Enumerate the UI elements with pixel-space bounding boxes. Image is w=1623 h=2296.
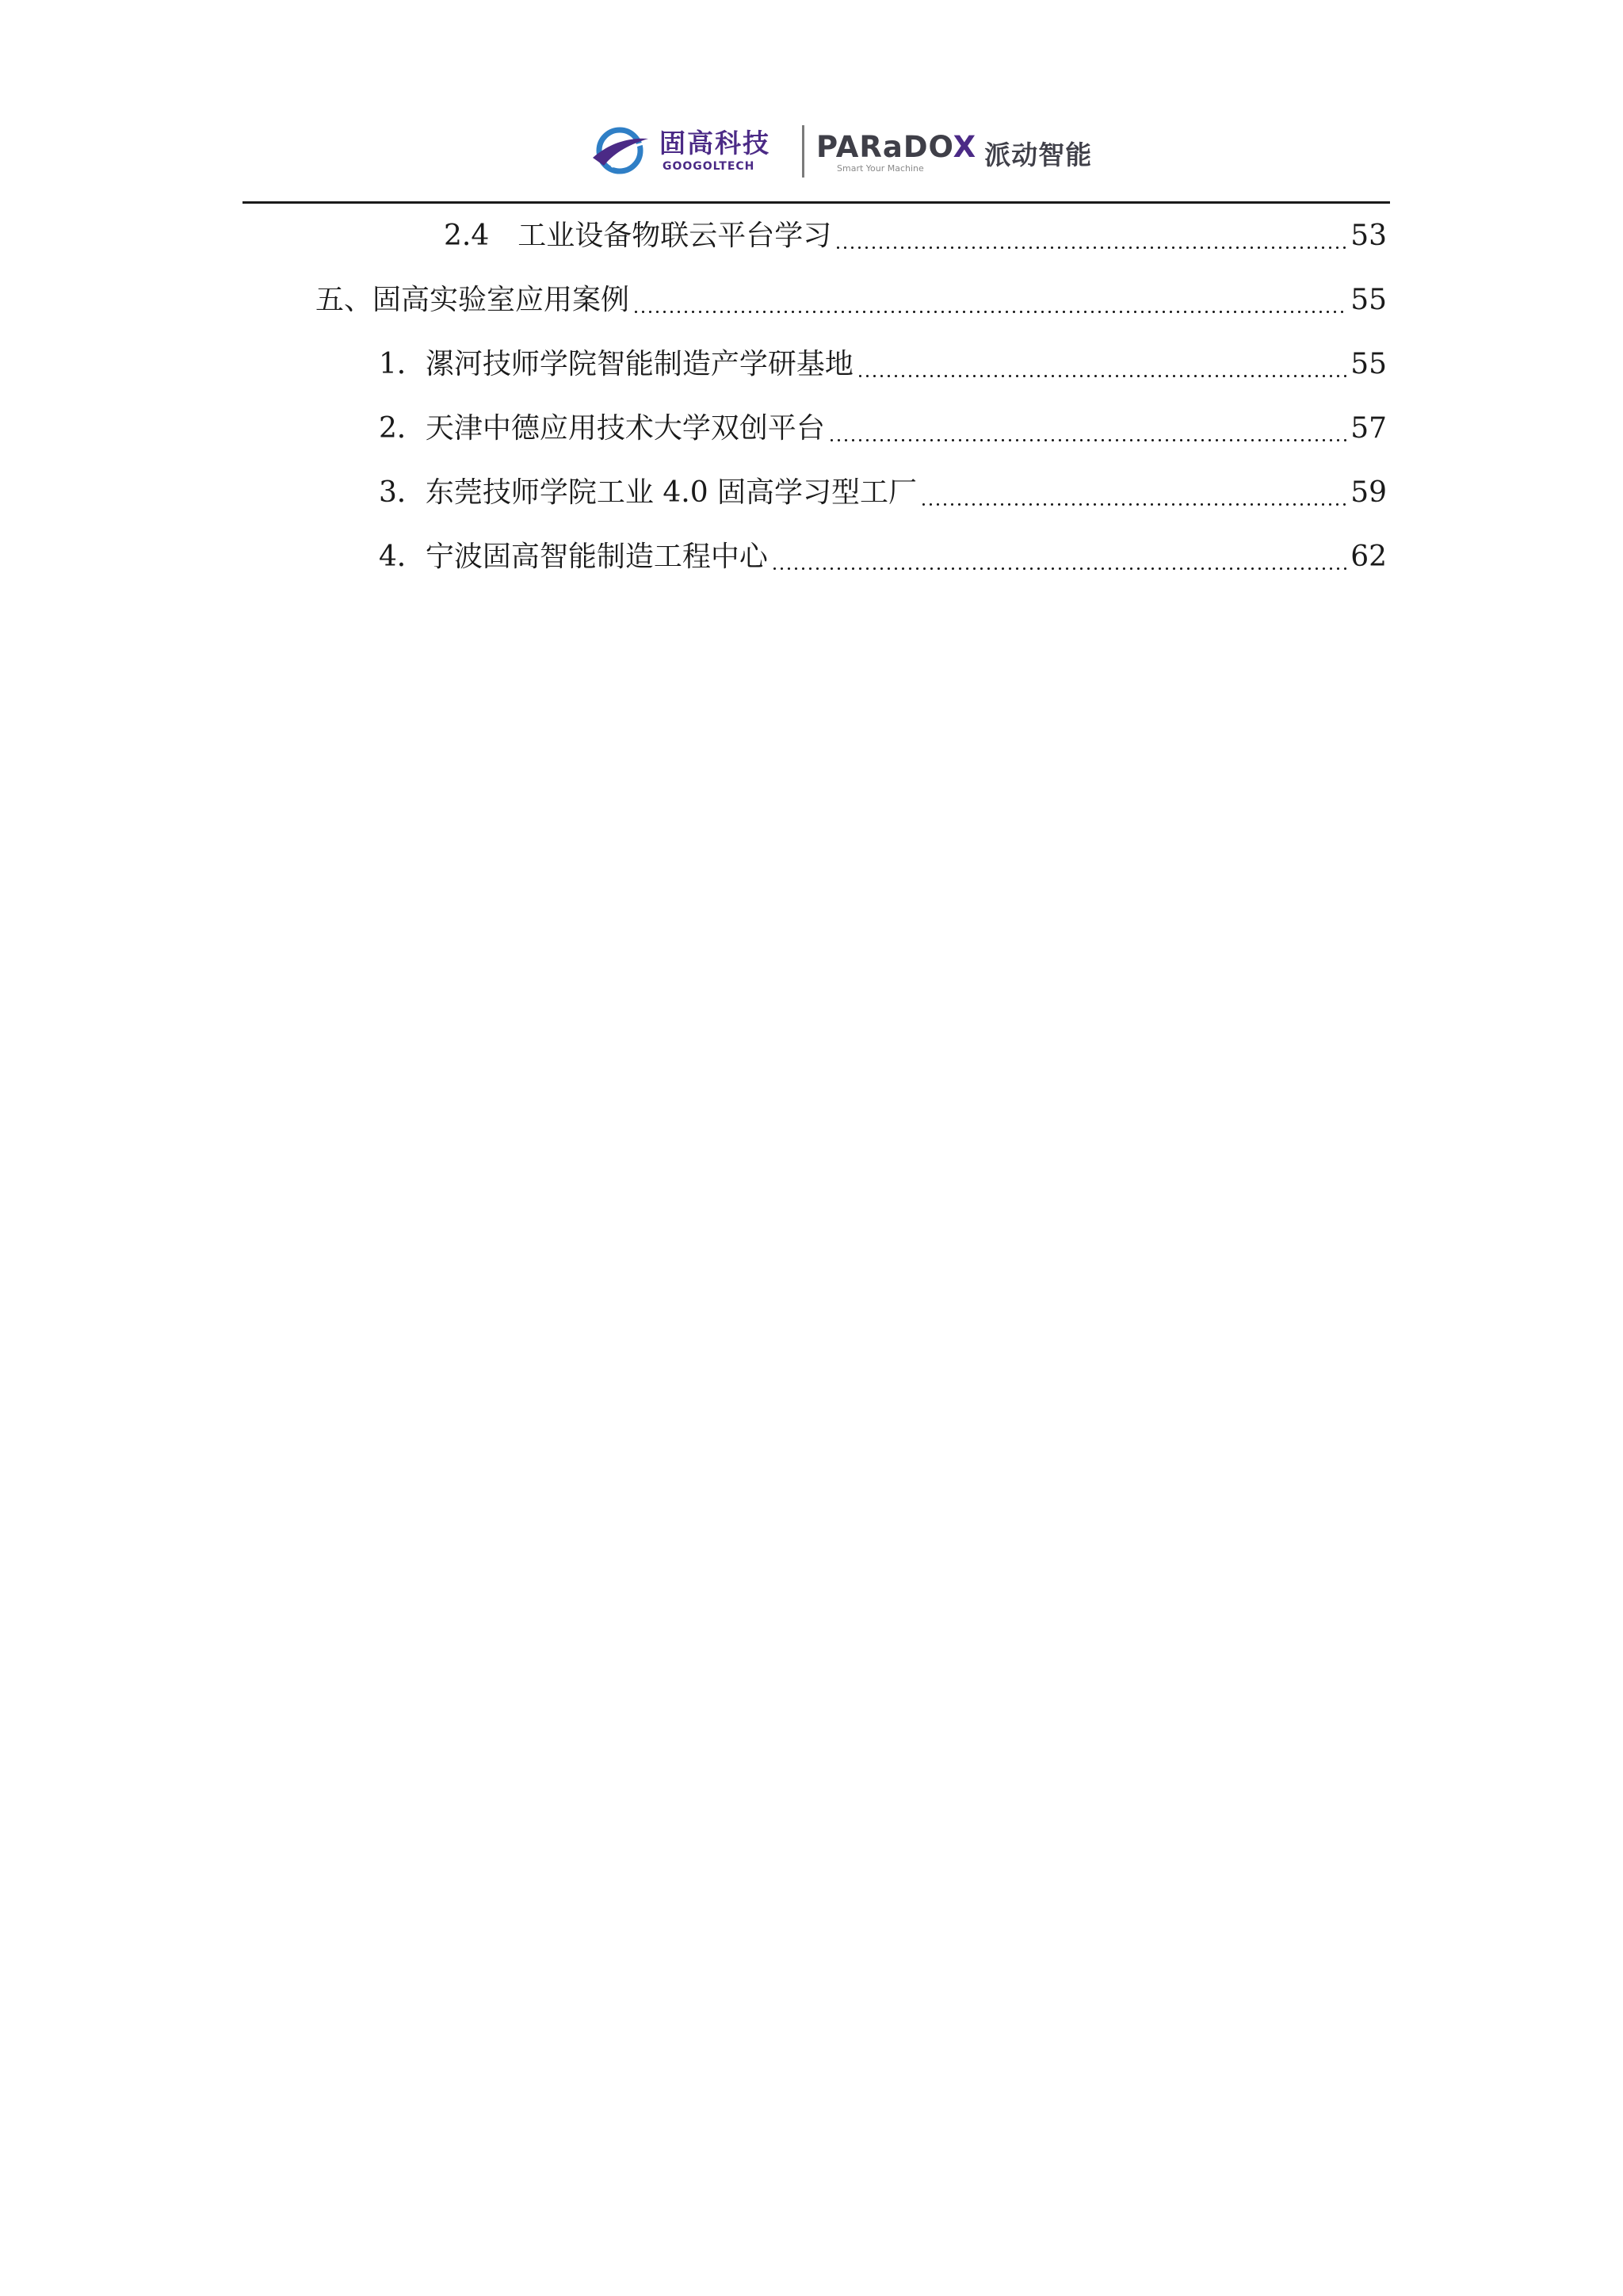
page-header	[0, 119, 1623, 190]
toc-entry-page: 55	[1350, 348, 1387, 380]
toc-entry-title: 宁波固高智能制造工程中心	[425, 541, 768, 573]
toc-entry[interactable]	[444, 214, 1387, 258]
header-rule	[242, 201, 1390, 204]
toc-entry-number: 1．	[379, 348, 426, 380]
toc-dot-leader	[857, 375, 1347, 377]
toc-entry[interactable]	[379, 535, 1387, 579]
paradox-brand-x: X	[953, 130, 977, 164]
googoltech-english-name: GOOGOLTECH	[663, 160, 755, 173]
toc-dot-leader	[828, 439, 1347, 441]
toc-entry-number: 2．	[379, 412, 426, 445]
paradox-brand-name	[816, 128, 976, 166]
toc-entry-title: 工业设备物联云平台学习	[517, 220, 832, 252]
logo-divider	[802, 125, 804, 178]
toc-entry[interactable]	[379, 471, 1387, 515]
toc-dot-leader	[632, 311, 1347, 313]
toc-entry-title: 天津中德应用技术大学双创平台	[425, 412, 825, 445]
paradox-logo	[816, 119, 1092, 182]
paradox-chinese-name: 派动智能	[984, 139, 1093, 170]
toc-dot-leader	[771, 567, 1347, 570]
toc-entry-title: 漯河技师学院智能制造产学研基地	[425, 348, 854, 380]
googoltech-logo	[588, 119, 770, 182]
toc-entry-title: 固高实验室应用案例	[372, 284, 630, 316]
paradox-brand-prefix: PARaDO	[816, 130, 953, 164]
toc-entry-number: 3．	[379, 476, 426, 509]
googoltech-chinese-name: 固高科技	[659, 128, 770, 159]
toc-entry[interactable]	[315, 278, 1387, 323]
googoltech-emblem-icon	[588, 123, 651, 178]
toc-dot-leader	[920, 503, 1347, 506]
toc-entry-page: 59	[1350, 476, 1387, 509]
toc-entry-number: 2.4	[444, 220, 518, 252]
toc-entry-number: 五、	[315, 284, 373, 316]
toc-entry-page: 57	[1350, 412, 1387, 445]
toc-dot-leader	[834, 246, 1347, 249]
toc-entry[interactable]	[379, 342, 1387, 387]
toc-entry-page: 55	[1350, 284, 1387, 316]
toc-entry-page: 53	[1350, 220, 1387, 252]
toc-entry-page: 62	[1350, 541, 1387, 573]
toc-entry-title: 东莞技师学院工业 4.0 固高学习型工厂	[425, 476, 918, 509]
toc-entry[interactable]	[379, 407, 1387, 451]
paradox-tagline: Smart Your Machine	[837, 163, 924, 174]
toc-entry-number: 4．	[379, 541, 426, 573]
